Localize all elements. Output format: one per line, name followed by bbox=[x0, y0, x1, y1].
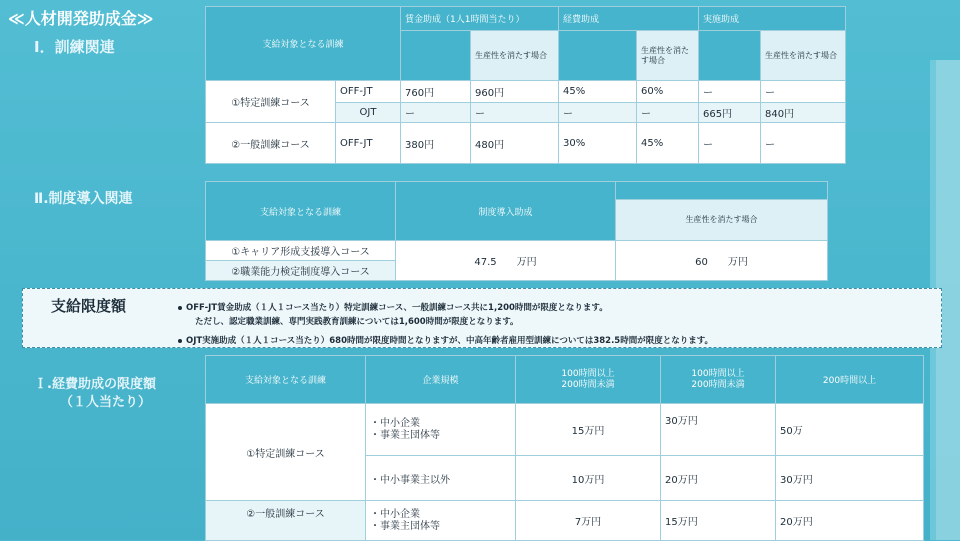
s2-header-productivity: 生産性を消たす場合 bbox=[616, 200, 828, 241]
cell-practice: ー bbox=[699, 123, 761, 164]
type-offjt: OFF-JT bbox=[336, 123, 401, 164]
header-expense: 経費助成 bbox=[559, 7, 699, 31]
s3-scale-sme: ・中小企業 ・事業主団体等 bbox=[366, 501, 516, 541]
cell-wage: 380円 bbox=[401, 123, 471, 164]
s3-course-general: ②一般訓練コース bbox=[206, 501, 366, 541]
course-specific: ①特定訓練コース bbox=[206, 81, 336, 123]
type-offjt: OFF-JT bbox=[336, 81, 401, 103]
s3-course-specific: ①特定訓練コース bbox=[206, 404, 366, 501]
s2-course-career: ①キャリア形成支援導入コース bbox=[206, 241, 396, 261]
s3-cell: 20万円 bbox=[776, 501, 924, 541]
limits-line-3-text: OJT実施助成（１人１コース当たり）680時間が限度時間となりますが、中高年齢者雇用型訓練については382.5時間が限度となります。 bbox=[186, 336, 714, 346]
s3-header-hours-3: 200時間以上 bbox=[776, 356, 924, 404]
s2-grant-productivity-value: 60 万円 bbox=[616, 241, 828, 281]
s3-cell: 15万円 bbox=[661, 501, 776, 541]
cell-wage: ー bbox=[401, 103, 471, 123]
cell-practice: ー bbox=[699, 81, 761, 103]
limits-line-3 bbox=[178, 334, 713, 346]
cell-wage-productivity: 480円 bbox=[471, 123, 559, 164]
cell-practice: 665円 bbox=[699, 103, 761, 123]
bullet-icon bbox=[178, 339, 182, 343]
limits-line-1 bbox=[178, 301, 608, 313]
training-table bbox=[205, 6, 846, 164]
limits-label: 支給限度額 bbox=[51, 297, 127, 315]
s3-cell: 20万円 bbox=[661, 456, 776, 501]
header-expense-productivity: 生産性を消たす場合 bbox=[637, 31, 699, 81]
limits-line-1-text: OFF-JT賃金助成（１人１コース当たり）特定訓練コース、一般訓練コース共に1,200時間が限度となります。 bbox=[186, 303, 608, 313]
bullet-icon bbox=[178, 306, 182, 310]
cell-expense-productivity: 45% bbox=[637, 123, 699, 164]
header-practice-productivity: 生産性を消たす場合 bbox=[761, 31, 846, 81]
cell-wage: 760円 bbox=[401, 81, 471, 103]
s2-header-target: 支給対象となる訓練 bbox=[206, 182, 396, 241]
section3-title: Ｉ.経費助成の限度額 bbox=[34, 377, 156, 392]
section1-title: Ⅰ．訓練関連 bbox=[34, 38, 115, 56]
s3-cell: 50万 bbox=[776, 404, 924, 456]
system-table bbox=[205, 181, 828, 281]
expense-limit-table bbox=[205, 355, 924, 541]
s2-course-certification: ②職業能力検定制度導入コース bbox=[206, 261, 396, 281]
header-expense-base bbox=[559, 31, 637, 81]
cell-expense: 30% bbox=[559, 123, 637, 164]
s3-scale-non-sme: ・中小事業主以外 bbox=[366, 456, 516, 501]
header-wage-base bbox=[401, 31, 471, 81]
header-target: 支給対象となる訓練 bbox=[206, 7, 401, 81]
s3-cell: 15万円 bbox=[516, 404, 661, 456]
header-wage: 賃金助成（1人1時間当たり） bbox=[401, 7, 559, 31]
s2-header-blank bbox=[616, 182, 828, 200]
header-practice: 実施助成 bbox=[699, 7, 846, 31]
s3-header-hours-2: 100時間以上 200時間未満 bbox=[661, 356, 776, 404]
s3-scale-sme: ・中小企業 ・事業主団体等 bbox=[366, 404, 516, 456]
cell-expense-productivity: 60% bbox=[637, 81, 699, 103]
cell-wage-productivity: ー bbox=[471, 103, 559, 123]
s3-cell: 30万円 bbox=[776, 456, 924, 501]
page-title: ≪人材開発助成金≫ bbox=[8, 9, 154, 28]
limits-box bbox=[22, 288, 942, 348]
s3-header-target: 支給対象となる訓練 bbox=[206, 356, 366, 404]
s3-cell: 10万円 bbox=[516, 456, 661, 501]
s3-header-scale: 企業規模 bbox=[366, 356, 516, 404]
s3-header-hours-1: 100時間以上 200時間未満 bbox=[516, 356, 661, 404]
cell-expense-productivity: ー bbox=[637, 103, 699, 123]
header-wage-productivity: 生産性を消たす場合 bbox=[471, 31, 559, 81]
cell-practice-productivity: 840円 bbox=[761, 103, 846, 123]
limits-line-2: ただし、認定職業訓練、専門実践教育訓練については1,600時間が限度となります。 bbox=[195, 317, 519, 327]
section2-title: Ⅱ.制度導入関連 bbox=[34, 191, 133, 207]
s3-cell: 30万円 bbox=[661, 404, 776, 456]
cell-practice-productivity: ー bbox=[761, 123, 846, 164]
section3-subtitle: （１人当たり） bbox=[60, 395, 152, 410]
s3-cell: 7万円 bbox=[516, 501, 661, 541]
cell-practice-productivity: ー bbox=[761, 81, 846, 103]
course-general: ②一般訓練コース bbox=[206, 123, 336, 164]
cell-expense: 45% bbox=[559, 81, 637, 103]
type-ojt: OJT bbox=[336, 103, 401, 123]
cell-wage-productivity: 960円 bbox=[471, 81, 559, 103]
s2-grant-value: 47.5 万円 bbox=[396, 241, 616, 281]
s2-header-grant: 制度導入助成 bbox=[396, 182, 616, 241]
cell-expense: ー bbox=[559, 103, 637, 123]
header-practice-base bbox=[699, 31, 761, 81]
